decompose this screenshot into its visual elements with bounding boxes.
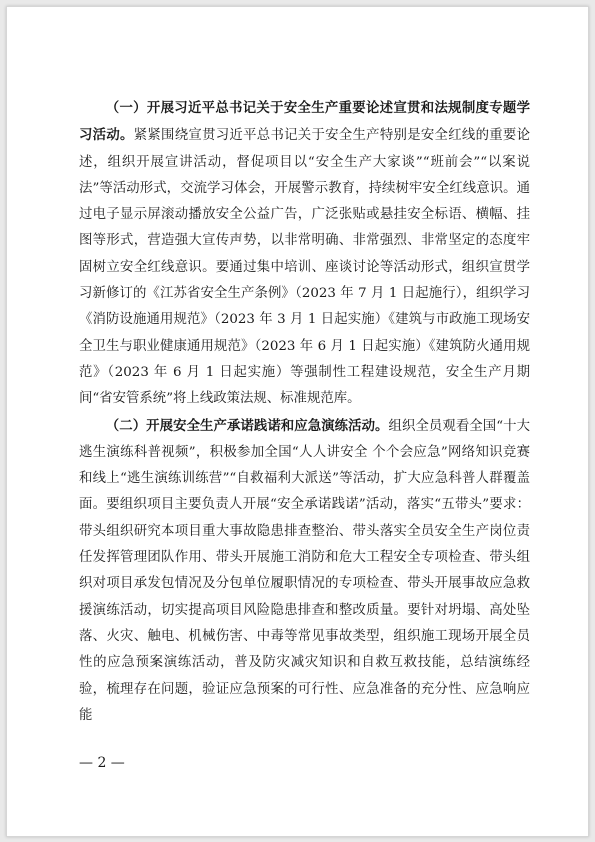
page-number: — 2 — [79, 755, 125, 771]
section-1-text: 紧紧围绕宣贯习近平总书记关于安全生产特别是安全红线的重要论述，组织开展宣讲活动，督促项目以“安全生产大家谈”“班前会”“以案说法”等活动形式，交流学习体会，开展警示教育，持续树牢安全红线意识。通过电子显示屏滚动播放安全公益广告，广泛张贴或悬挂安全标语、横幅、挂图等形式，营造强大宣传声势，以非常明确、非常强烈、非常坚定的态度牢固树立安全红线意识。要通过集中培训、座谈讨论等活动形式，组织宣贯学习新修订的《江苏省安全生产条例》（2023 年 7 月 1 日起施行），组织学习《消防设施通用规范》（2023 年 3 月 1 日起实施）《建筑与市政施工现场安全卫生与职业健康通用规范》（2023 年 6 月 1 日起实施）《建筑防火通用规范》（2023 年 6 月 1 日起实施）等强制性工程建设规范，安全生产月期间“省安管系统”将上线政策法规、标准规范库。 [79, 128, 530, 407]
section-2-text: 组织全员观看全国“十大逃生演练科普视频”，积极参加全国“人人讲安全 个个会应急”网络知识竞赛和线上“逃生演练训练营”“自救福利大派送”等活动，扩大应急科普人群覆盖面。要组织项目主要负责人开展“安全承诺践诺”活动，落实“五带头”要求：带头组织研究本项目重大事故隐患排查整治、带头落实全员安全生产岗位责任发挥管理团队作用、带头开展施工消防和危大工程安全专项检查、带头组织对项目承发包情况及分包单位履职情况的专项检查、带头开展事故应急救援演练活动，切实提高项目风险隐患排查和整改质量。要针对坍塌、高处坠落、火灾、触电、机械伤害、中毒等常见事故类型，组织施工现场开展全员性的应急预案演练活动，普及防灾减灾知识和自救互救技能，总结演练经验，梳理存在问题，验证应急预案的可行性、应急准备的充分性、应急响应能 [79, 418, 530, 723]
document-body [79, 95, 530, 729]
section-2-heading: （二）开展安全生产承诺践诺和应急演练活动。 [105, 417, 389, 434]
section-1-paragraph [79, 95, 530, 413]
section-1-heading: （一）开展习近平总书记关于安全生产重要论述宣贯和法规制度专题学习活动。 [79, 100, 530, 144]
document-page [6, 6, 589, 837]
section-2-paragraph [79, 413, 530, 730]
